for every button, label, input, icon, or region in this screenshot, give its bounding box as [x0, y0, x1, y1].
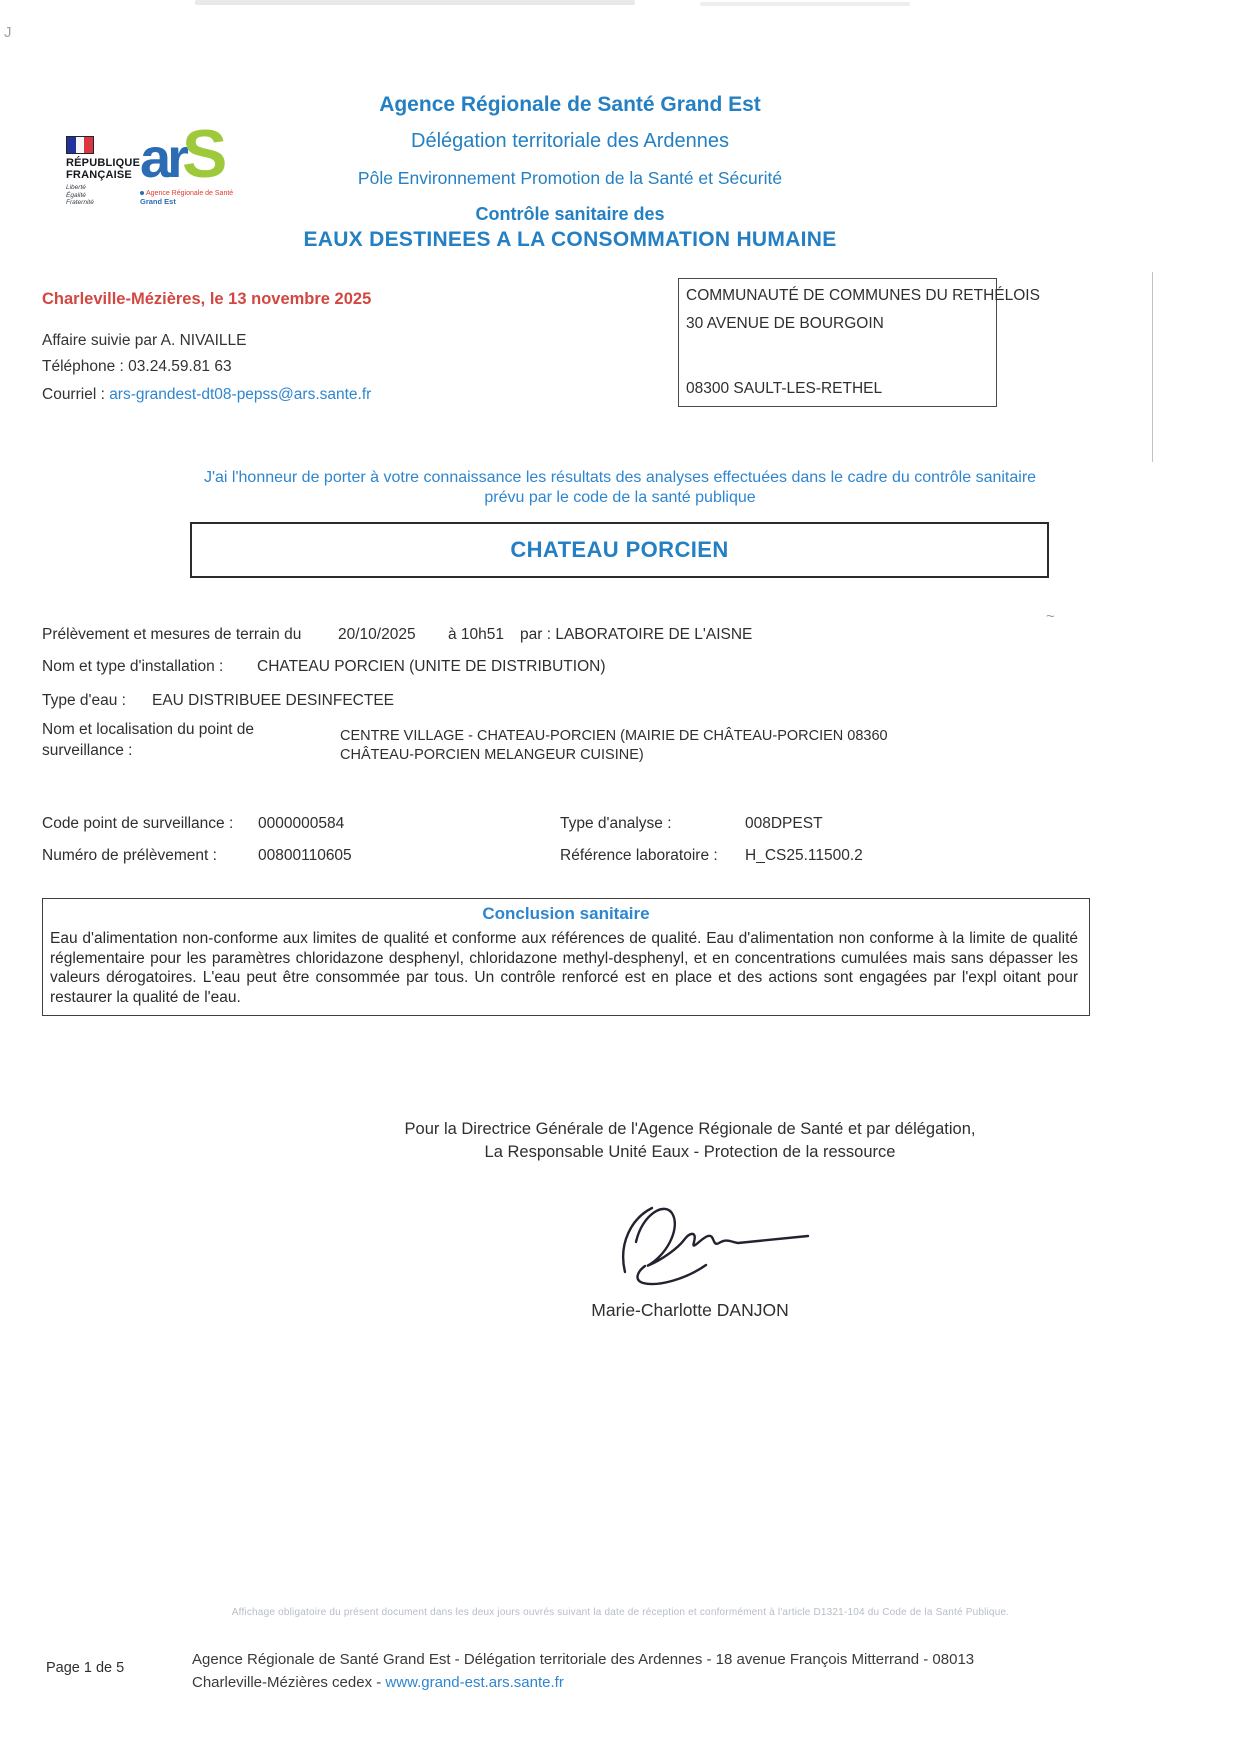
page-indicator: Page 1 de 5: [46, 1660, 125, 1676]
scan-artifact-mark: ~: [1046, 608, 1055, 625]
francaise-word: FRANÇAISE: [66, 169, 132, 181]
sample-number-label: Numéro de prélèvement :: [42, 847, 217, 864]
location-label-line2: surveillance :: [42, 742, 133, 759]
footer-line1: Agence Régionale de Santé Grand Est - Délégation territoriale des Ardennes - 18 avenue François Mitterrand - 08013: [192, 1651, 975, 1668]
website-link[interactable]: www.grand-est.ars.sante.fr: [385, 1674, 564, 1691]
signature-delegation-lines: [270, 1118, 1110, 1164]
ars-wordmark-text: Agence Régionale de Santé: [146, 190, 234, 197]
handled-by-line: Affaire suivie par A. NIVAILLE: [42, 332, 247, 349]
signature-line2: La Responsable Unité Eaux - Protection de la ressource: [484, 1143, 896, 1161]
lab-reference-label: Référence laboratoire :: [560, 847, 718, 864]
republique-motto: [66, 184, 144, 207]
legal-notice: Affichage obligatoire du présent document dans les deux jours ouvrés suivant la date de réception et conformément à l'article D1321-104 du Code de la Santé Publique.: [231, 1607, 1010, 1618]
surveillance-code-label: Code point de surveillance :: [42, 815, 234, 832]
email-label: Courriel :: [42, 386, 110, 403]
conclusion-box: [42, 898, 1090, 1016]
ars-logo-letters: [140, 116, 250, 192]
surveillance-code-value: 0000000584: [258, 815, 345, 832]
phone-line: Téléphone : 03.24.59.81 63: [42, 358, 232, 375]
location-label-line1: Nom et localisation du point de: [42, 721, 254, 738]
water-type-value: EAU DISTRIBUEE DESINFECTEE: [152, 692, 395, 709]
handwritten-signature: [612, 1198, 842, 1298]
intro-line1: J'ai l'honneur de porter à votre connaissance les résultats des analyses effectuées dans le cadre du contrôle sanitaire: [203, 469, 1037, 486]
ars-letter-s: S: [181, 116, 228, 192]
ars-region-text: Grand Est: [140, 197, 176, 206]
motto-fraternite: Fraternité: [66, 199, 94, 206]
water-type-label: Type d'eau :: [42, 692, 126, 709]
recipient-address-box: [678, 278, 1040, 407]
ars-letters-ar: ar: [140, 126, 185, 189]
republique-francaise-logo: [66, 136, 144, 207]
recipient-name: COMMUNAUTÉ DE COMMUNES DU RETHÉLOIS: [686, 287, 1040, 304]
sampling-time: à 10h51: [448, 626, 505, 643]
city-date-line: Charleville-Mézières, le 13 novembre 2025: [42, 290, 372, 308]
intro-line2: prévu par le code de la santé publique: [484, 489, 756, 506]
sampling-label: Prélèvement et mesures de terrain du: [42, 626, 302, 643]
scan-artifact-line: [1152, 272, 1153, 462]
agency-department: Pôle Environnement Promotion de la Santé et Sécurité: [357, 168, 783, 188]
sample-number-value: 00800110605: [258, 847, 352, 864]
installation-label: Nom et type d'installation :: [42, 658, 224, 675]
location-value: CENTRE VILLAGE - CHATEAU-PORCIEN (MAIRIE DE CHÂTEAU-PORCIEN 08360 CHÂTEAU-PORCIEN MELANGEUR CUISINE): [340, 728, 888, 763]
email-link[interactable]: ars-grandest-dt08-pepss@ars.sante.fr: [109, 386, 372, 403]
footer-address: [192, 1648, 1152, 1694]
ars-wordmark: [140, 190, 250, 197]
sampling-date: 20/10/2025: [338, 626, 416, 643]
scan-artifact-mark: J: [4, 24, 12, 41]
french-flag-icon: [66, 136, 94, 154]
republique-word: RÉPUBLIQUE: [66, 157, 141, 169]
ars-dot-icon: [140, 191, 144, 195]
signature-line1: Pour la Directrice Générale de l'Agence Régionale de Santé et par délégation,: [404, 1120, 976, 1138]
document-type-line1: Contrôle sanitaire des: [475, 204, 665, 224]
republique-logo-text: [66, 157, 144, 181]
conclusion-body: Eau d'alimentation non-conforme aux limites de qualité et conforme aux références de qualité. Eau d'alimentation non conforme à la limite de qualité réglementaire pour les paramètres chloridazone desphenyl, chloridazone methyl-desphenyl, et en concentrations cumulées mais sans dépasser les valeurs dérogatoires. L'eau peut être consommée par tous. Un contrôle renforcé est en place et des actions sont engagées par l'expl oitant pour restaurer la qualité de l'eau.: [50, 930, 1078, 1006]
conclusion-title: Conclusion sanitaire: [482, 904, 650, 923]
footer-line2-prefix: Charleville-Mézières cedex -: [192, 1674, 386, 1691]
intro-paragraph: [100, 468, 1140, 508]
signer-name: Marie-Charlotte DANJON: [591, 1300, 789, 1320]
document-type-line2: EAUX DESTINEES A LA CONSOMMATION HUMAINE: [303, 228, 837, 251]
ars-logo: [140, 116, 250, 206]
commune-title-box: [190, 522, 1049, 578]
lab-reference-value: H_CS25.11500.2: [745, 847, 863, 864]
recipient-city: 08300 SAULT-LES-RETHEL: [686, 380, 883, 397]
scan-artifact-streak: [700, 2, 910, 6]
installation-value: CHATEAU PORCIEN (UNITE DE DISTRIBUTION): [257, 658, 606, 675]
footer-line2: [192, 1671, 1152, 1694]
analysis-type-value: 008DPEST: [745, 815, 823, 832]
signature-scribble-icon: [612, 1198, 842, 1293]
commune-title: CHATEAU PORCIEN: [510, 537, 729, 562]
motto-egalite: Égalité: [66, 191, 86, 199]
agency-delegation: Délégation territoriale des Ardennes: [411, 130, 729, 152]
email-line: [42, 386, 371, 404]
scan-artifact-streak: [195, 0, 635, 5]
analysis-type-label: Type d'analyse :: [560, 815, 672, 832]
motto-liberte: Liberté: [66, 184, 86, 191]
agency-title: Agence Régionale de Santé Grand Est: [379, 93, 761, 116]
recipient-street: 30 AVENUE DE BOURGOIN: [686, 315, 884, 332]
sampling-laboratory: par : LABORATOIRE DE L'AISNE: [520, 626, 753, 643]
